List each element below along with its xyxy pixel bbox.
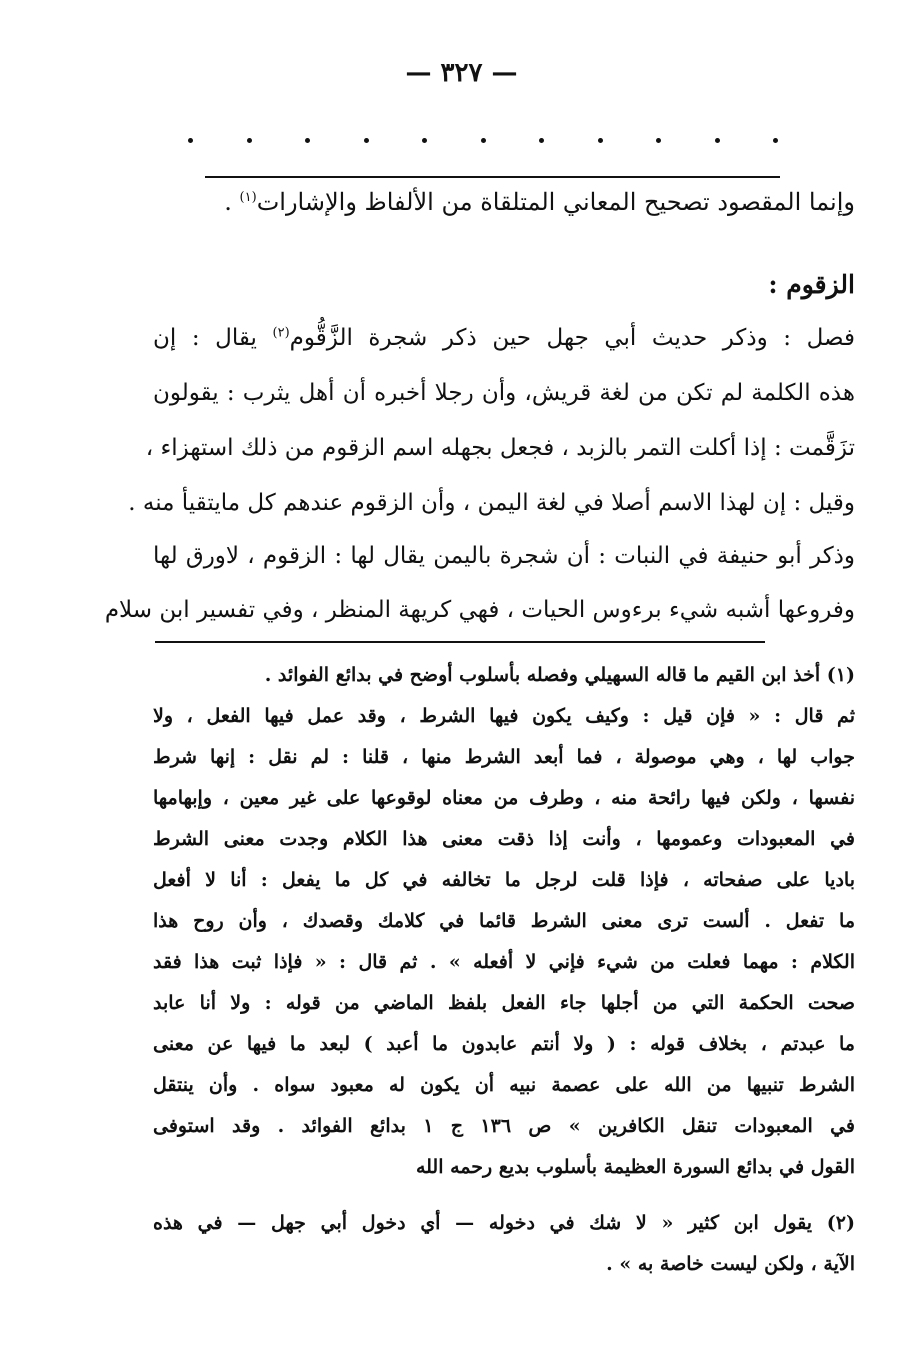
footnote-1-line: باديا على صفحاته ، فإذا قلت لرجل ما تخالفه في كل ما يفعل : أنا لا أفعل [153, 869, 855, 891]
body-line-1-text: فصل : وذكر حديث أبي جهل حين ذكر شجرة الزَّقُّوم [289, 325, 855, 351]
footnote-rule [155, 641, 765, 643]
footnote-1-line: في المعبودات وعمومها ، وأنت إذا ذقت معنى هذا الكلام وجدت معنى الشرط [153, 828, 855, 850]
separator-dot [247, 138, 252, 143]
footnote-1-line: صحت الحكمة التي من أجلها جاء الفعل بلفظ الماضي من قوله : ولا أنا عابد [153, 992, 855, 1014]
footnote-marker-2: (٢) [272, 325, 290, 341]
footnote-1-line: (١) أخذ ابن القيم ما قاله السهيلي وفصله بأسلوب أوضح في بدائع الفوائد . [264, 664, 855, 686]
separator-dot [481, 138, 486, 143]
body-line-3: تزَقَّمت : إذا أكلت التمر بالزبد ، فجعل بجهله اسم الزقوم من ذلك استهزاء ، [145, 435, 855, 461]
separator-dot [422, 138, 427, 143]
separator-dot [656, 138, 661, 143]
dotted-separator [188, 138, 778, 143]
footnote-1-line: الشرط تنبيها من الله على عصمة نبيه أن يكون له معبود سواه . وأن ينتقل [153, 1074, 855, 1096]
section-heading: الزقوم : [768, 270, 855, 299]
separator-dot [715, 138, 720, 143]
body-line-1 [153, 325, 855, 351]
body-line-6: وفروعها أشبه شيء برءوس الحيات ، فهي كريهة المنظر ، وفي تفسير ابن سلام [104, 597, 855, 623]
footnote-1-line: في المعبودات تنقل الكافرين » ص ١٣٦ ج ١ بدائع الفوائد . وقد استوفى [153, 1115, 855, 1137]
footnote-1-line: ما تفعل . ألست ترى معنى الشرط قائما في كلامك وقصدك ، وأن روح هذا [153, 910, 855, 932]
separator-dot [598, 138, 603, 143]
footnote-1-line: القول في بدائع السورة العظيمة بأسلوب بديع رحمه الله [415, 1156, 855, 1178]
separator-dot [364, 138, 369, 143]
footnote-marker-1: (١) [239, 190, 257, 205]
footnote-1-line: ما عبدتم ، بخلاف قوله : ( ولا أنتم عابدون ما أعبد ) لبعد ما فيها عن معنى [153, 1033, 855, 1055]
body-line-1-end: يقال : إن [153, 325, 257, 351]
footnote-1-line: ثم قال : « فإن قيل : وكيف يكون فيها الشرط ، وقد عمل فيها الفعل ، ولا [153, 705, 855, 727]
continuation-text: وإنما المقصود تصحيح المعاني المتلقاة من الألفاظ والإشارات [256, 188, 855, 216]
footnote-1-line: جواب لها ، وهي موصولة ، فما أبعد الشرط منها ، قلنا : لم نقل : إنها شرط [153, 746, 855, 768]
footnote-2-line: الآية ، ولكن ليست خاصة به » . [606, 1253, 855, 1275]
body-line-4: وقيل : إن لهذا الاسم أصلا في لغة اليمن ، وأن الزقوم عندهم كل مايتقيأ منه . [128, 490, 855, 516]
body-line-2: هذه الكلمة لم تكن من لغة قريش، وأن رجلا أخبره أن أهل يثرب : يقولون [153, 380, 855, 406]
continuation-end: . [224, 188, 232, 216]
footnote-1-line: نفسها ، ولكن فيها رائحة منه ، وطرف من معناه لوقوعها على غير معين ، وإبهامها [153, 787, 855, 809]
footnote-2-line: (٢) يقول ابن كثير « لا شك في دخوله — أي دخول أبي جهل — في هذه [153, 1212, 855, 1234]
page-number: — ٣٢٧ — [405, 58, 518, 88]
footnote-1-line: الكلام : مهما فعلت من شيء فإني لا أفعله » . ثم قال : « فإذا ثبت هذا فقد [153, 951, 855, 973]
body-line-5: وذكر أبو حنيفة في النبات : أن شجرة باليمن يقال لها : الزقوم ، لاورق لها [153, 543, 855, 569]
top-rule [205, 176, 780, 178]
separator-dot [773, 138, 778, 143]
separator-dot [188, 138, 193, 143]
separator-dot [305, 138, 310, 143]
continuation-line [224, 188, 855, 216]
separator-dot [539, 138, 544, 143]
